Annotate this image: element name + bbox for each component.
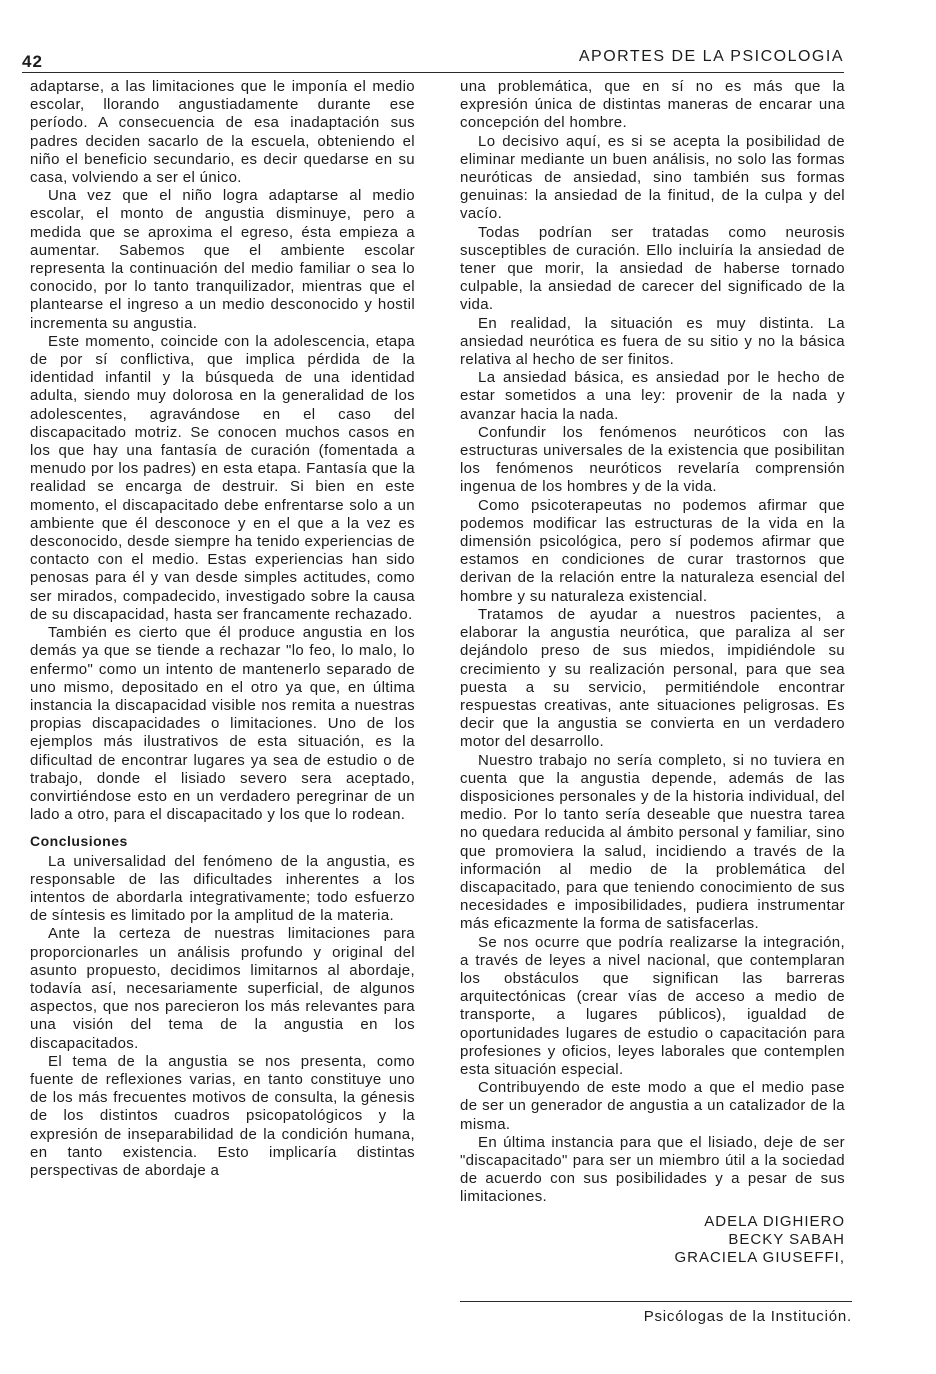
paragraph: Confundir los fenómenos neuróticos con las estructuras universales de la existencia que posibilitan los fenómenos neuróticos revelaría comprensión ingenua de los hombres y de la vida. (460, 423, 845, 496)
paragraph: Nuestro trabajo no sería completo, si no tuviera en cuenta que la angustia depende, además de las disposiciones personales y de la historia individual, del medio. Por lo tanto sería deseable que nuestra tarea no quedara reducida al ámbito personal y familiar, sino que promoviera la salud, incidiendo a través de la información al medio de la problemática del discapacitado, para que teniendo conocimiento de sus necesidades e imposibilidades, pudiera instrumentar más eficazmente la forma de satisfacerlas. (460, 751, 845, 933)
paragraph: En última instancia para que el lisiado, deje de ser "discapacitado" para ser un miembro útil a la sociedad de acuerdo con sus posibilidades y a pesar de sus limitaciones. (460, 1133, 845, 1206)
author-name: GRACIELA GIUSEFFI, (674, 1249, 845, 1266)
paragraph: Ante la certeza de nuestras limitaciones para proporcionarles un análisis profundo y original del asunto propuesto, decidimos limitarnos al abordaje, todavía así, necesariamente superficial, de algunos aspectos, que nos parecieron los más relevantes para una visión del tema de la angustia en los discapacitados. (30, 925, 415, 1052)
author-name: ADELA DIGHIERO (704, 1212, 845, 1230)
paragraph: También es cierto que él produce angustia en los demás ya que se tiende a rechazar "lo feo, lo malo, lo enfermo" como un intento de mantenerlo separado de uno mismo, depositado en el otro ya que, en última instancia la discapacidad visible nos remita a nuestras propias discapacidades o limitaciones. Uno de los ejemplos más ilustrativos de esta situación, es la dificultad de encontrar lugares ya sea de estudio o de trabajo, donde el lisiado severo sera aceptado, convirtiéndose esto en un verdadero peregrinar de un lado a otro, para el discapacitado y los que lo rodean. (30, 624, 415, 824)
right-column (460, 78, 845, 1267)
paragraph: Contribuyendo de este modo a que el medio pase de ser un generador de angustia a un catalizador de la misma. (460, 1079, 845, 1133)
paragraph: Una vez que el niño logra adaptarse al medio escolar, el monto de angustia disminuye, pero a medida que se aproxima el egreso, ésta empieza a aumentar. Sabemos que el ambiente escolar representa la continuación del medio familiar o sea lo conocido, por lo tanto tranquilizador, mientras que el plantearse el ingreso a un medio desconocido y hostil incrementa su angustia. (30, 187, 415, 332)
paragraph: adaptarse, a las limitaciones que le imponía el medio escolar, llorando angustiadamente durante ese período. A consecuencia de esa inadaptación sus padres deciden sacarlo de la escuela, obteniendo el niño el beneficio secundario, es decir quedarse en su casa, volviendo a ser el único. (30, 78, 415, 187)
left-column (30, 78, 415, 1180)
paragraph: una problemática, que en sí no es más que la expresión única de distintas maneras de encarar una concepción del hombre. (460, 78, 845, 132)
signature-block (460, 1213, 845, 1268)
paragraph: Se nos ocurre que podría realizarse la integración, a través de leyes a nivel nacional, que contemplaran los obstáculos que significan las barreras arquitectónicas (crear vías de acceso a medio de transporte, a lugares públicos), igualdad de oportunidades lugares de estudio o capacitación para profesiones y oficios, leyes laborales que contemplen esta situación especial. (460, 933, 845, 1078)
page-number: 42 (22, 52, 43, 71)
paragraph: Como psicoterapeutas no podemos afirmar que podemos modificar las estructuras de la vida en la dimensión psicológica, pero sí podemos afirmar que estamos en condiciones de curar trastornos que derivan de la relación entre la naturaleza esencial del hombre y su naturaleza existencial. (460, 496, 845, 605)
paragraph: En realidad, la situación es muy distinta. La ansiedad neurótica es fuera de su sitio y no la básica relativa al hecho de ser finitos. (460, 314, 845, 369)
paragraph: La ansiedad básica, es ansiedad por le hecho de estar sometidos a una ley: provenir de la nada y avanzar hacia la nada. (460, 369, 845, 423)
paragraph: Este momento, coincide con la adolescencia, etapa de por sí conflictiva, que implica pérdida de la identidad infantil y la búsqueda de una identidad adulta, siendo muy dolorosa en la generalidad de los adolescentes, agravándose en el caso del discapacitado motriz. Se conocen muchos casos en los que hay una fantasía de curación (fomentada a menudo por los padres) en esta etapa. Fantasía que la realidad se encarga de destruir. Si bien en este momento, el discapacitado debe enfrentarse solo a un ambiente que él desconoce y en el que a la vez es desconocido, desde siempre ha tenido experiencias de contacto con el medio. Estas experiencias han sido penosas para él y van desde simples actitudes, como ser mirados, compadecido, investigado sobre la causa de su discapacidad, hasta ser francamente rechazado. (30, 332, 415, 623)
paragraph: Todas podrían ser tratadas como neurosis susceptibles de curación. Ello incluiría la ansiedad de tener que morir, la ansiedad de haberse tornado culpable, la ansiedad de carecer del significado de la vida. (460, 223, 845, 314)
paragraph: Tratamos de ayudar a nuestros pacientes, a elaborar la angustia neurótica, que paraliza al ser dejándolo preso de sus miedos, impidiéndole su crecimiento y su realización personal, para que sea puesta a su servicio, permitiéndole encontrar respuestas creativas, ante situaciones peligrosas. Es decir que la angustia se convierta en un verdadero motor del desarrollo. (460, 605, 845, 751)
signature-divider (460, 1301, 852, 1302)
author-affiliation: Psicólogas de la Institución. (643, 1308, 852, 1325)
page-header (22, 46, 844, 72)
header-divider (22, 72, 844, 73)
section-heading: Conclusiones (30, 833, 128, 850)
author-name: BECKY SABAH (728, 1230, 845, 1248)
paragraph: El tema de la angustia se nos presenta, como fuente de reflexiones varias, en tanto constituye uno de los más frecuentes motivos de consulta, la génesis de los distintos cuadros psicopatológicos y la expresión de inseparabilidad de la condición humana, en tanto existencia. Esto implicaría distintas perspectivas de abordaje a (30, 1052, 415, 1179)
running-title: APORTES DE LA PSICOLOGIA (578, 48, 844, 65)
paragraph: Lo decisivo aquí, es si se acepta la posibilidad de eliminar mediante un buen análisis, no solo las formas neuróticas de ansiedad, sino también sus formas genuinas: la ansiedad de la finitud, de la culpa y del vacío. (460, 132, 845, 223)
paragraph: La universalidad del fenómeno de la angustia, es responsable de las dificultades inherentes a los intentos de abordarla integrativamente; todo esfuerzo de síntesis es limitado por la amplitud de la materia. (30, 852, 415, 925)
